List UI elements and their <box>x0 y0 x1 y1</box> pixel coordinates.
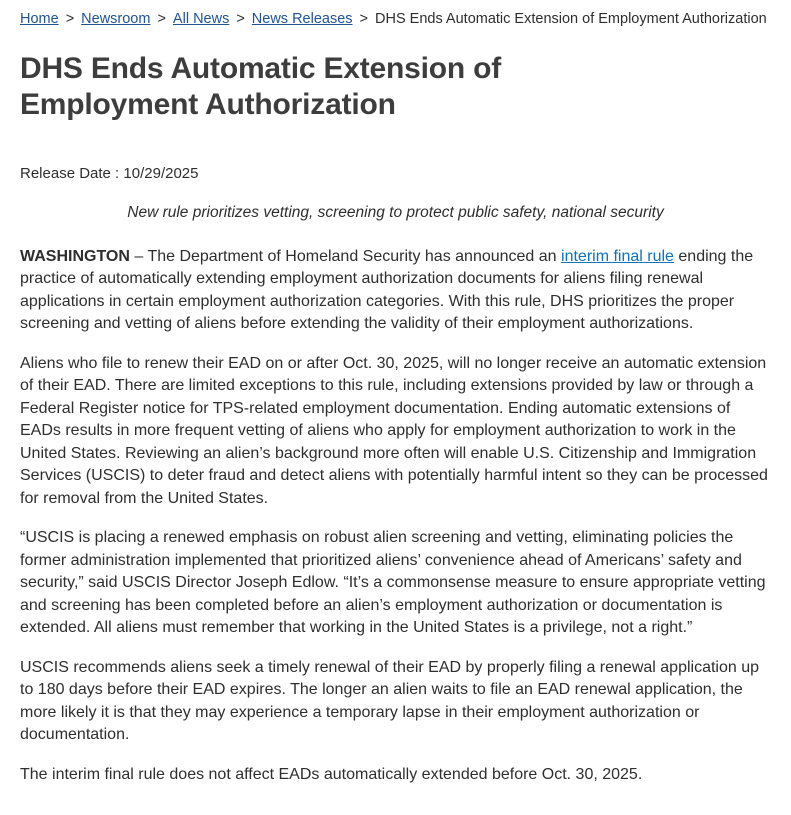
paragraph-text: ending the practice of automatically extending employment authorization documents for aliens filing renewal applications in certain employment authorization categories. With this rule, DHS prioritizes the proper screening and vetting of aliens before extending the validity of their employment authorizations. <box>20 247 754 333</box>
release-date-value: 10/29/2025 <box>123 164 199 182</box>
breadcrumb-link-newsroom[interactable]: Newsroom <box>81 11 151 27</box>
paragraph-rule-scope: The interim final rule does not affect EADs automatically extended before Oct. 30, 2025. <box>20 765 643 783</box>
breadcrumb-separator: > <box>359 11 369 27</box>
breadcrumb-separator: > <box>65 11 75 27</box>
breadcrumb-link-news-releases[interactable]: News Releases <box>251 11 353 27</box>
breadcrumb-separator: > <box>157 11 166 27</box>
paragraph-dateline <box>20 246 771 336</box>
paragraph-text: – The Department of Homeland Security has announced an <box>129 247 562 265</box>
breadcrumb-current-page: DHS Ends Automatic Extension of Employment Authorization <box>375 11 767 27</box>
paragraph-ead-renewal: Aliens who file to renew their EAD on or after Oct. 30, 2025, will no longer receive an automatic extension of their EAD. There are limited exceptions to this rule, including extensions provided by law or through a Federal Register notice for TPS-related employment documentation. Ending automatic extensions of EADs results in more frequent vetting of aliens who apply for employment authorization to work in the United States. Reviewing an alien’s background more often will enable U.S. Citizenship and Immigration Services (USCIS) to deter fraud and detect aliens with potentially harmful intent so they can be processed for removal from the United States. <box>20 354 768 507</box>
breadcrumb <box>20 10 771 29</box>
paragraph-edlow-quote: “USCIS is placing a renewed emphasis on robust alien screening and vetting, eliminating policies the former administration implemented that prioritized aliens’ convenience ahead of Americans’ safety and security,” said USCIS Director Joseph Edlow. “It’s a commonsense measure to ensure appropriate vetting and screening has been completed before an alien’s employment authorization or documentation is extended. All aliens must remember that working in the United States is a privilege, not a right.” <box>20 529 766 637</box>
breadcrumb-link-home[interactable]: Home <box>20 11 59 27</box>
article-subtitle: New rule prioritizes vetting, screening to protect public safety, national security <box>127 203 664 221</box>
breadcrumb-separator: > <box>236 11 245 27</box>
interim-final-rule-link[interactable]: interim final rule <box>561 247 674 265</box>
paragraph-timely-renewal: USCIS recommends aliens seek a timely renewal of their EAD by properly filing a renewal application up to 180 days before their EAD expires. The longer an alien waits to file an EAD renewal application, the more likely it is that they may experience a temporary lapse in their employment authorization or documentation. <box>20 658 760 744</box>
breadcrumb-link-all-news[interactable]: All News <box>172 11 230 27</box>
release-date <box>20 165 771 182</box>
release-date-label: Release Date : <box>20 164 120 182</box>
page-title: DHS Ends Automatic Extension of Employment Authorization <box>20 51 502 121</box>
dateline-washington: WASHINGTON <box>20 247 130 265</box>
